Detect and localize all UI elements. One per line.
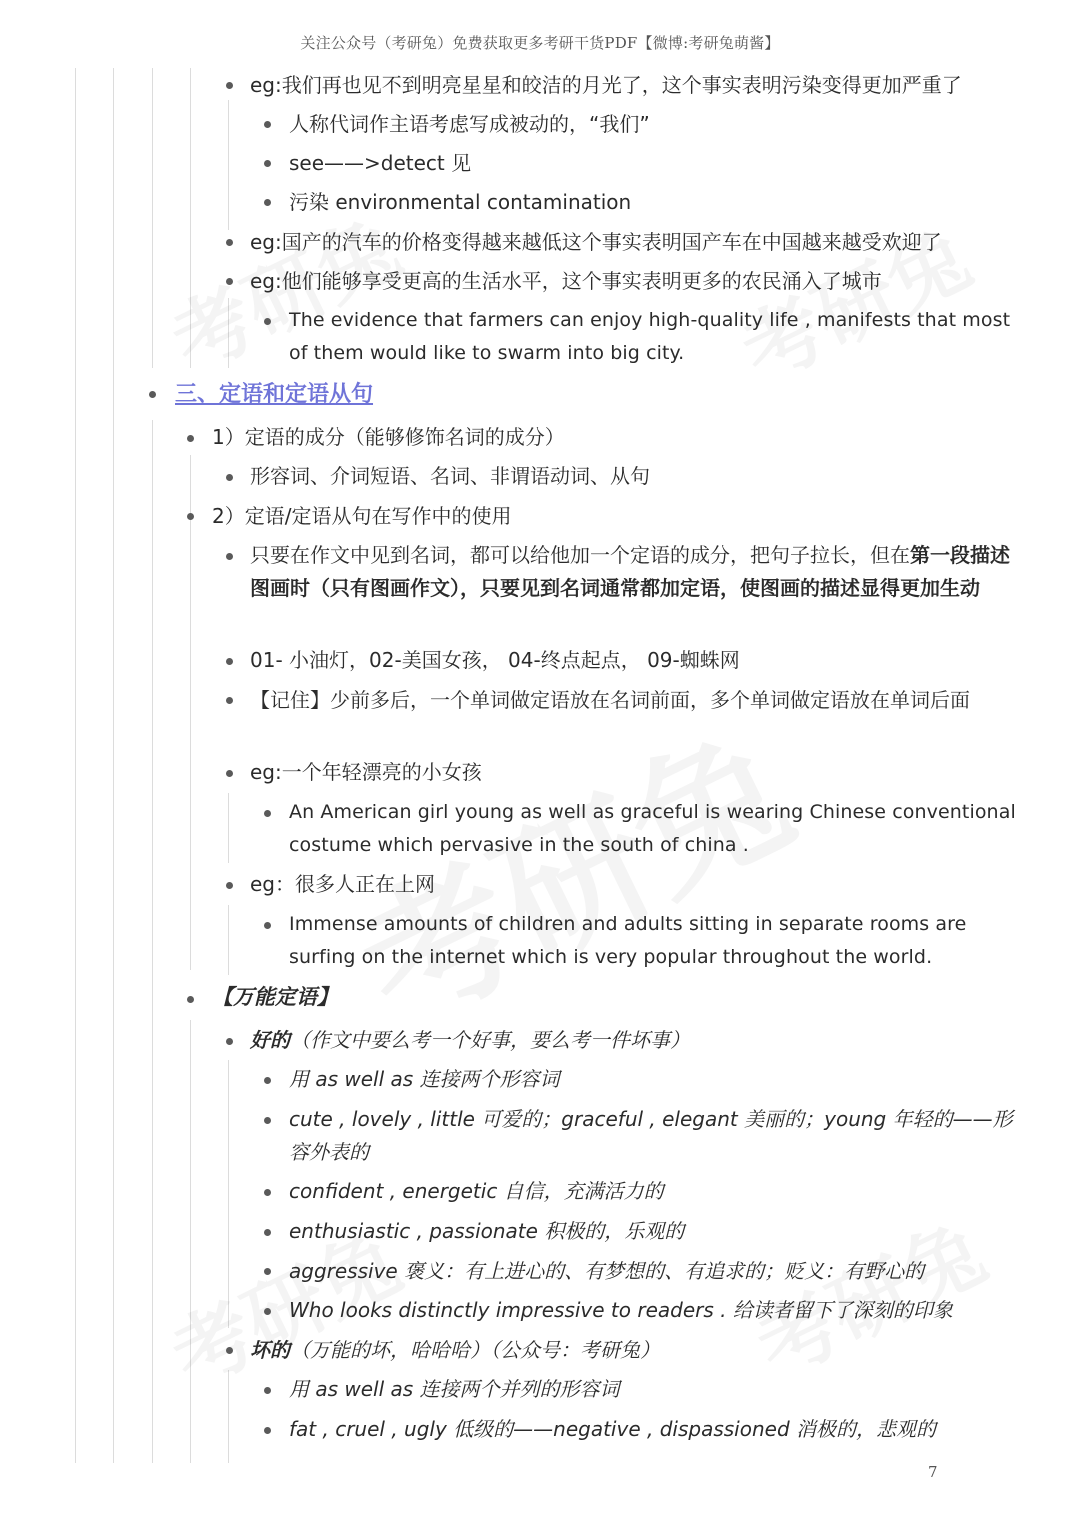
bullet-dot [226, 239, 233, 246]
bullet-dot [264, 160, 271, 167]
outline-guide-line [228, 100, 229, 230]
list-item: Who looks distinctly impressive to readers . 给读者留下了深刻的印象 [289, 1298, 953, 1322]
list-item [250, 1334, 1022, 1367]
bullet-dot [187, 435, 194, 442]
bullet-dot [226, 697, 233, 704]
list-item-bold-text: 好的 [250, 1028, 290, 1052]
bullet-dot [226, 474, 233, 481]
bullet-dot [264, 1268, 271, 1275]
list-item [250, 539, 1022, 605]
section-heading: 【万能定语】 [212, 985, 338, 1009]
list-item: 【记住】少前多后，一个单词做定语放在名词前面，多个单词做定语放在单词后面 [250, 688, 970, 712]
bullet-dot [264, 199, 271, 206]
outline-guide-line [190, 1020, 191, 1463]
list-item: 用 as well as 连接两个并列的形容词 [289, 1377, 620, 1401]
list-item: 2）定语/定语从句在写作中的使用 [212, 504, 512, 528]
page-header: 关注公众号（考研兔）免费获取更多考研干货PDF【微博:考研兔萌酱】 [300, 34, 780, 52]
bullet-dot [264, 810, 271, 817]
list-item: 污染 environmental contamination [289, 190, 632, 214]
outline-guide-line [228, 793, 229, 863]
list-item-text: （万能的坏，哈哈哈）（公众号：考研兔） [290, 1338, 660, 1362]
list-item: The evidence that farmers can enjoy high-quality life , manifests that most of them would like to swarm into big city. [289, 309, 1011, 364]
list-item-bold-text: 第一段描述图画时（只有图画作文），只要见到名词通常都加定语，使图画的描述显得更加生动 [250, 543, 1010, 600]
bullet-dot [264, 1387, 271, 1394]
list-item: eg:一个年轻漂亮的小女孩 [250, 760, 482, 784]
page-number: 7 [928, 1463, 938, 1481]
bullet-dot [264, 1308, 271, 1315]
bullet-dot [264, 1117, 271, 1124]
outline-guide-line [113, 68, 114, 1463]
list-item: Immense amounts of children and adults sitting in separate rooms are surfing on the internet which is very popular throughout the world. [289, 913, 967, 968]
bullet-dot [187, 996, 194, 1003]
bullet-dot [264, 318, 271, 325]
list-item-text: 只要在作文中见到名词，都可以给他加一个定语的成分，把句子拉长，但在 [250, 543, 910, 567]
list-item: cute , lovely , little 可爱的；graceful , elegant 美丽的；young 年轻的——形容外表的 [289, 1107, 1013, 1164]
bullet-dot [226, 82, 233, 89]
outline-guide-line [190, 455, 191, 970]
list-item-bold-text: 坏的 [250, 1338, 290, 1362]
bullet-dot [226, 553, 233, 560]
outline-guide-line [228, 905, 229, 975]
list-item: eg：很多人正在上网 [250, 872, 435, 896]
outline-guide-line [75, 68, 76, 1463]
bullet-dot [149, 391, 156, 398]
bullet-dot [226, 658, 233, 665]
bullet-dot [187, 513, 194, 520]
list-item [250, 1024, 1022, 1057]
list-item: fat , cruel , ugly 低级的——negative , dispassioned 消极的，悲观的 [289, 1417, 936, 1441]
list-item: 形容词、介词短语、名词、非谓语动词、从句 [250, 464, 650, 488]
bullet-dot [226, 1038, 233, 1045]
bullet-dot [226, 278, 233, 285]
list-item: aggressive 褒义：有上进心的、有梦想的、有追求的；贬义：有野心的 [289, 1259, 925, 1283]
list-item: eg:国产的汽车的价格变得越来越低这个事实表明国产车在中国越来越受欢迎了 [250, 230, 942, 254]
bullet-dot [264, 121, 271, 128]
list-item: enthusiastic , passionate 积极的，乐观的 [289, 1219, 685, 1243]
list-item: 01- 小油灯，02-美国女孩， 04-终点起点， 09-蜘蛛网 [250, 648, 740, 672]
list-item: see——>detect 见 [289, 151, 472, 175]
bullet-dot [264, 1427, 271, 1434]
list-item: 人称代词作主语考虑写成被动的，“我们” [289, 112, 650, 136]
list-item: 1）定语的成分（能够修饰名词的成分） [212, 425, 565, 449]
bullet-dot [226, 770, 233, 777]
bullet-dot [264, 1229, 271, 1236]
bullet-dot [226, 1347, 233, 1354]
list-item: eg:我们再也见不到明亮星星和皎洁的月光了，这个事实表明污染变得更加严重了 [250, 73, 962, 97]
section-heading-link[interactable]: 三、定语和定语从句 [175, 382, 374, 407]
outline-guide-line [152, 68, 153, 368]
list-item: eg:他们能够享受更高的生活水平，这个事实表明更多的农民涌入了城市 [250, 269, 882, 293]
bullet-dot [264, 922, 271, 929]
list-item: An American girl young as well as graceful is wearing Chinese conventional costume which pervasive in the south of china . [289, 801, 1016, 856]
bullet-dot [264, 1189, 271, 1196]
list-item-text: （作文中要么考一个好事，要么考一件坏事） [290, 1028, 690, 1052]
list-item: confident , energetic 自信，充满活力的 [289, 1179, 664, 1203]
bullet-dot [226, 882, 233, 889]
bullet-dot [264, 1077, 271, 1084]
list-item: 用 as well as 连接两个形容词 [289, 1067, 560, 1091]
